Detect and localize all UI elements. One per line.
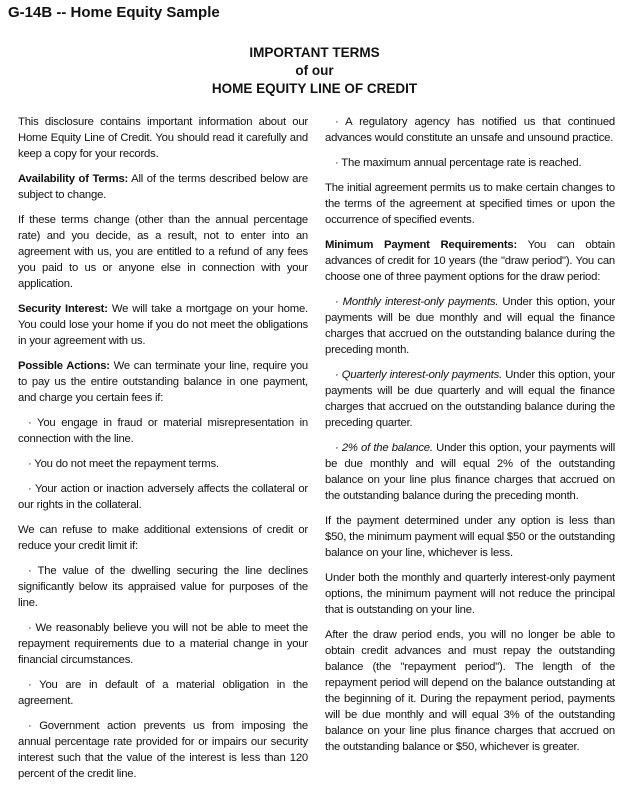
right-column [325,114,615,791]
list-item: · We reasonably believe you will not be able to meet the repayment requirements due to a material change in your financial circumstances. [18,622,308,666]
terms-change-paragraph: If these terms change (other than the annual percentage rate) and you decide, as a result, not to enter into an agreement with us, you are entitled to a refund of any fees you paid to us or anyone else in connection with your application. [18,214,308,290]
option-two-percent [325,440,615,504]
option-label: · Quarterly interest-only payments. [335,369,503,381]
possible-actions-paragraph [18,358,308,406]
security-label: Security Interest: [18,303,108,315]
option-text: Under this option, your payments will be due quarterly and will equal the finance charges that accrued on the outstanding balance during the preceding quarter. [325,369,615,429]
fifty-dollar-paragraph: If the payment determined under any option is less than $50, the minimum payment will equal $50 or the outstanding balance on your line, whichever is less. [325,515,615,559]
under-both-paragraph: Under both the monthly and quarterly interest-only payment options, the minimum payment will not reduce the principal that is outstanding on your line. [325,572,615,616]
refuse-paragraph: We can refuse to make additional extensions of credit or reduce your credit limit if: [18,524,308,552]
document-title: G-14B -- Home Equity Sample [8,4,220,21]
left-column [18,114,308,791]
availability-text: All of the terms described below are subject to change. [18,173,308,201]
option-quarterly [325,367,615,431]
option-label: · Monthly interest-only payments. [335,296,499,308]
option-text: Under this option, your payments will be due monthly and will equal the finance charges that accrued on the outstanding balance during the preceding month. [325,296,616,356]
intro-paragraph: This disclosure contains important information about our Home Equity Line of Credit. You should read it carefully and keep a copy for your records. [18,116,308,160]
list-item: · Government action prevents us from imposing the annual percentage rate provided for or impairs our security interest such that the value of the interest is less than 120 percent of the credit line. [18,720,308,780]
security-paragraph [18,301,308,349]
initial-agreement-paragraph: The initial agreement permits us to make certain changes to the terms of the agreement at specified times or upon the occurrence of specified events. [325,182,615,226]
list-item: · The maximum annual percentage rate is reached. [335,157,582,169]
option-text: Under this option, your payments will be due monthly and will equal 2% of the outstanding balance on your line plus finance charges that accrued on the outstanding balance during the preceding month. [325,442,616,502]
heading-line-1: IMPORTANT TERMS [249,45,380,60]
list-item: · The value of the dwelling securing the line declines significantly below its appraised value for purposes of the line. [18,565,308,609]
two-column-body [0,98,629,791]
list-item: · A regulatory agency has notified us that continued advances would constitute an unsafe and unsound practice. [325,116,615,144]
list-item: · You do not meet the repayment terms. [28,458,219,470]
minimum-payment-paragraph [325,237,615,285]
heading-line-3: HOME EQUITY LINE OF CREDIT [211,81,418,96]
availability-paragraph [18,171,308,203]
possible-text: We can terminate your line, require you to pay us the entire outstanding balance in one payment, and charge you certain fees if: [18,360,308,404]
option-monthly [325,294,615,358]
list-item: · You engage in fraud or material misrepresentation in connection with the line. [18,417,308,445]
list-item: · You are in default of a material obligation in the agreement. [18,679,308,707]
option-label: · 2% of the balance. [335,442,433,454]
possible-label: Possible Actions: [18,360,110,372]
security-text: We will take a mortgage on your home. You could lose your home if you do not meet the obligations in your agreement with us. [18,303,308,347]
repayment-period-paragraph: After the draw period ends, you will no longer be able to obtain credit advances and must repay the outstanding balance (the "repayment period"). The length of the repayment period will depend on the balance outstanding at the beginning of it. During the repayment period, payments will be due monthly and will equal 3% of the outstanding balance on your line plus finance charges that accrued on the outstanding balance or $50, whichever is greater. [325,629,615,753]
minimum-label: Minimum Payment Requirements: [325,239,518,251]
availability-label: Availability of Terms: [18,173,129,185]
list-item: · Your action or inaction adversely affects the collateral or our rights in the collateral. [18,483,308,511]
document-heading [0,44,629,98]
heading-line-2: of our [295,63,334,78]
minimum-text: You can obtain advances of credit for 10 years (the "draw period"). You can choose one of three payment options for the draw period: [325,239,615,283]
